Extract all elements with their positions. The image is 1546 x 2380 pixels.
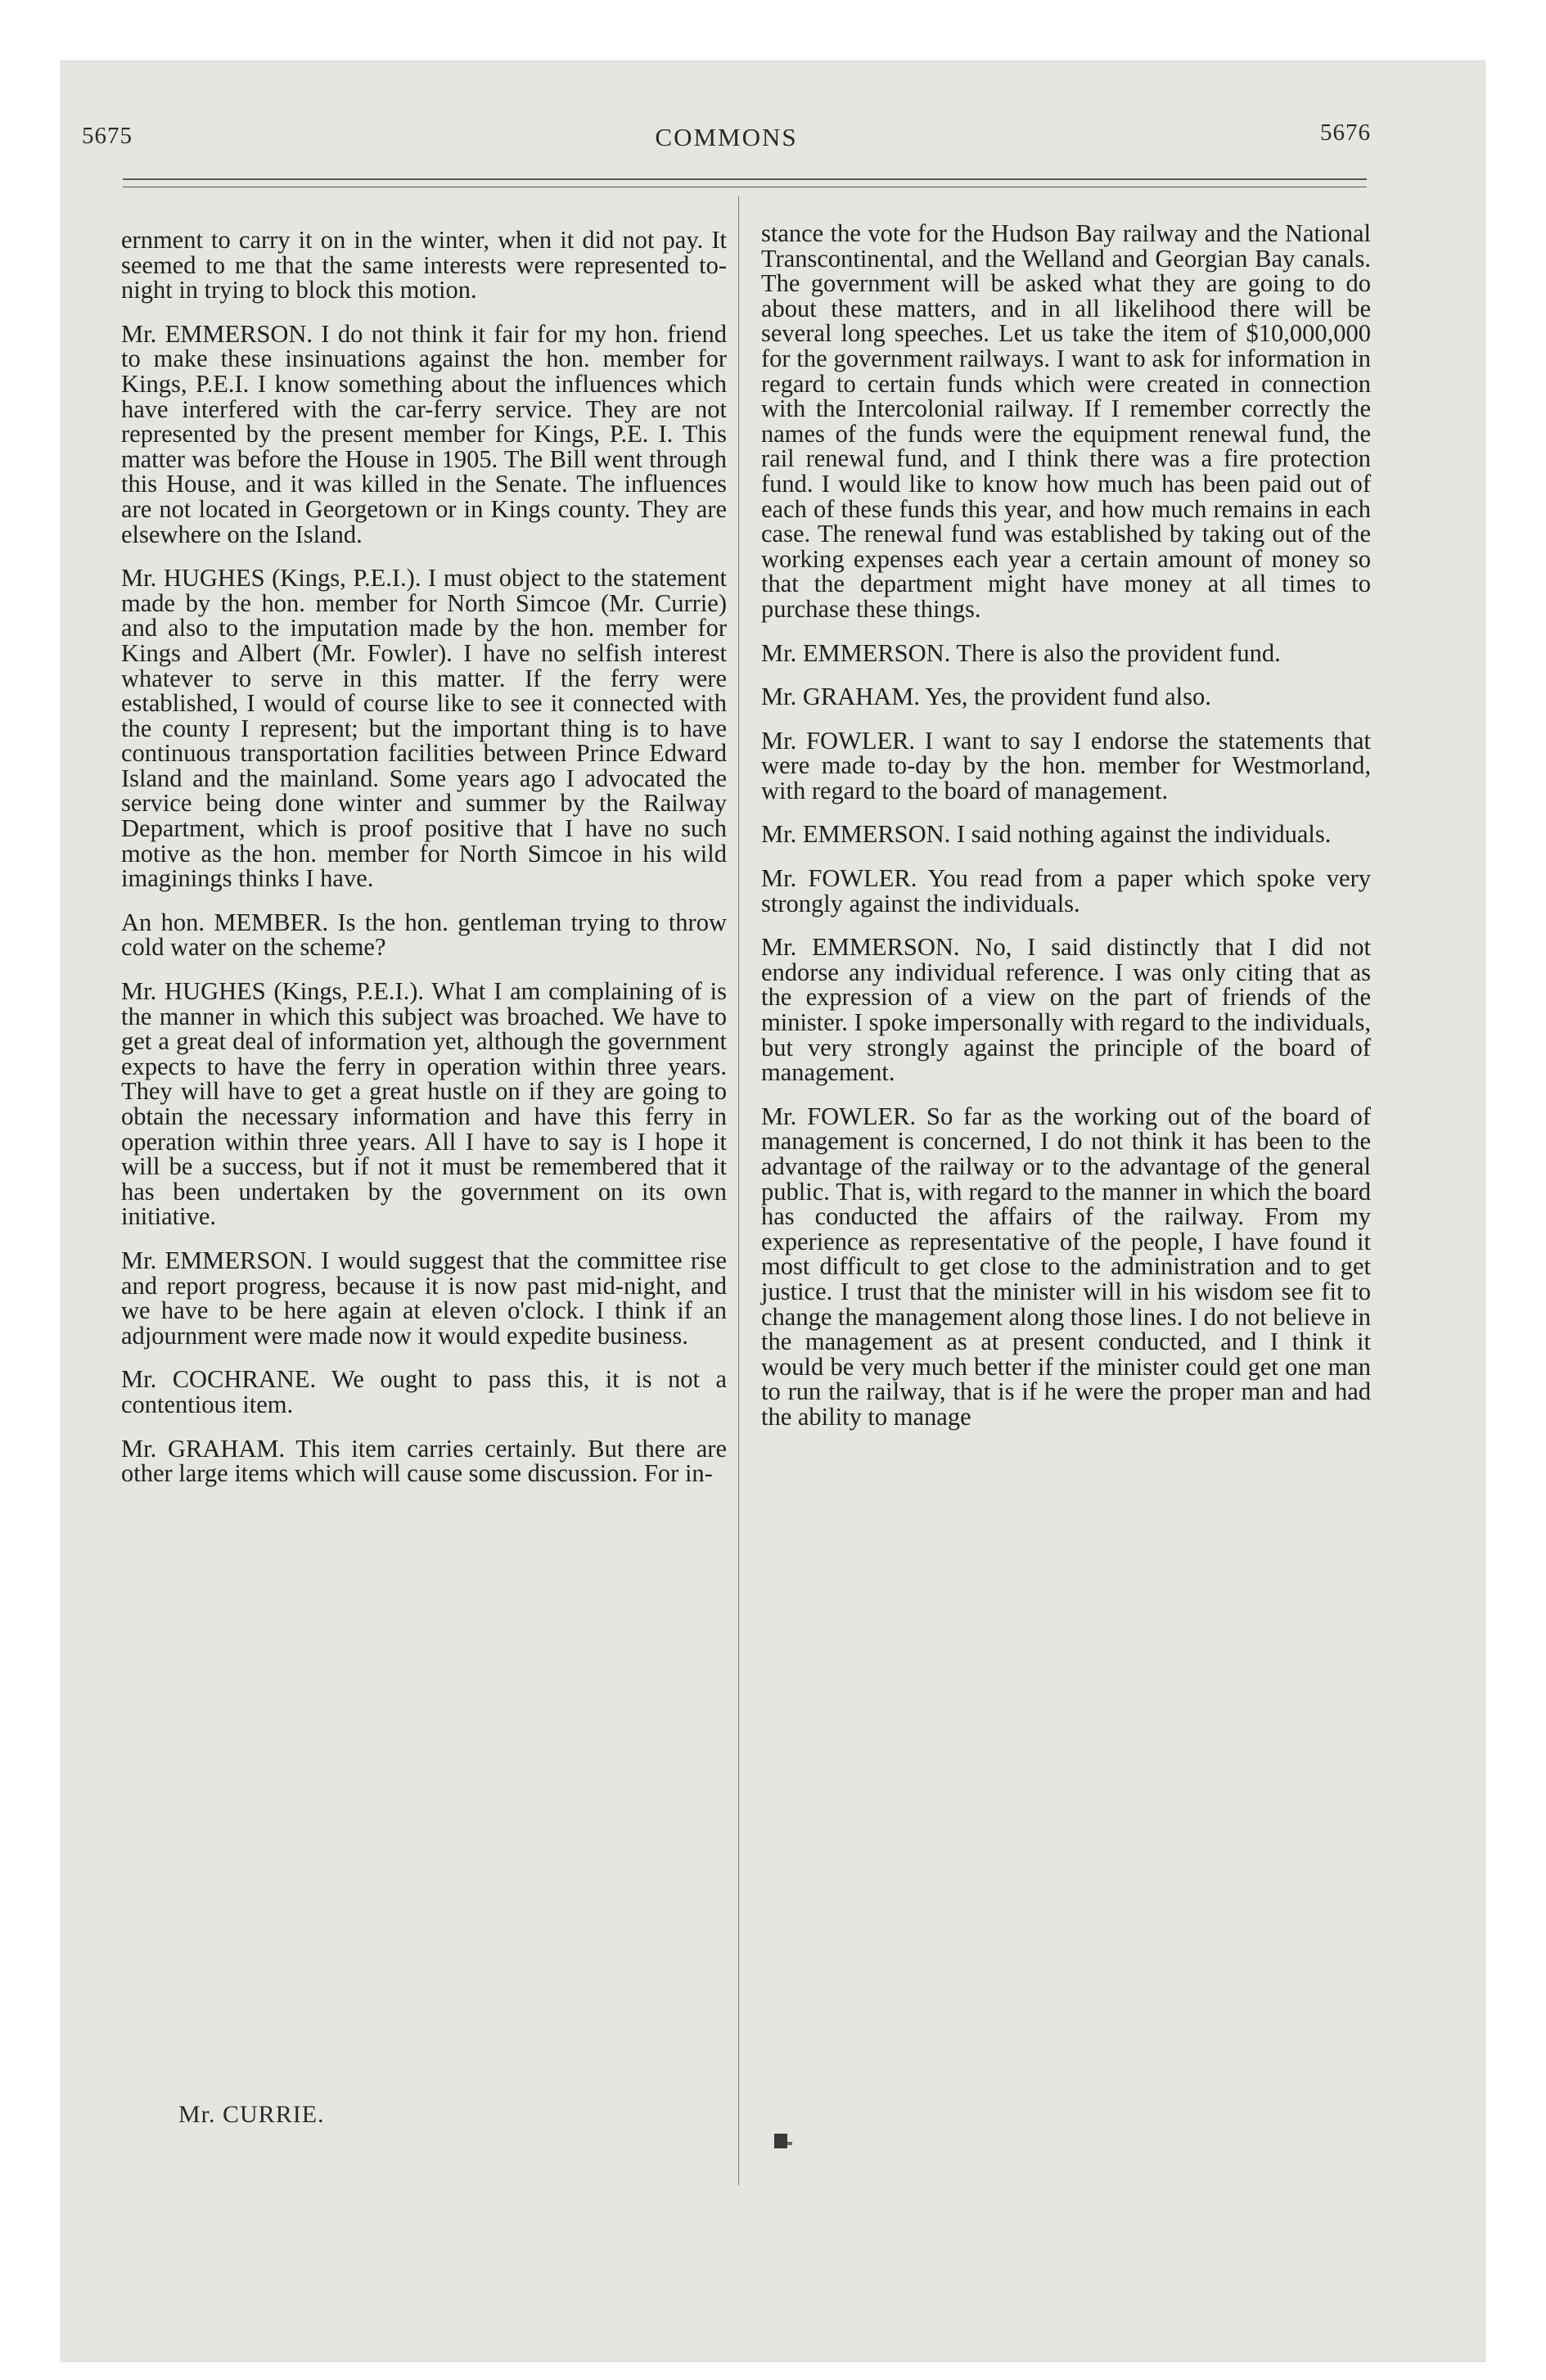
right-column bbox=[761, 221, 1371, 1449]
paragraph: stance the vote for the Hudson Bay railway and the National Transcontinental, and the Welland and Georgian Bay canals. The government will be asked what they are going to do about these matters, and in all likelihood there will be several long speeches. Let us take the item of $10,000,000 for the government railways. I want to ask for information in regard to certain funds which were created in connection with the Intercolonial railway. If I remember correctly the names of the funds were the equipment renewal fund, the rail renewal fund, and I think there was a fire protection fund. I would like to know how much has been paid out of each of these funds this year, and how much remains in each case. The renewal fund was established by taking out of the working expenses each year a certain amount of money so that the department might have money at all times to purchase these things. bbox=[761, 219, 1371, 623]
paragraph: Mr. FOWLER. You read from a paper which spoke very strongly against the individuals. bbox=[761, 864, 1371, 917]
paragraph: Mr. FOWLER. So far as the working out of the board of management is concerned, I do not think it has been to the advantage of the railway or to the advantage of the general public. That is, with regard to the manner in which the board has conducted the affairs of the railway. From my experience as representative of the people, I have found it most difficult to get close to the administration and to get justice. I trust that the minister will in his wisdom see fit to change the management along those lines. I do not believe in the management as at present conducted, and I think it would be very much better if the minister could get one man to run the railway, that is if he were the proper man and had the ability to manage bbox=[761, 1102, 1371, 1431]
header-rule bbox=[123, 178, 1367, 180]
footer-speaker-name: Mr. CURRIE. bbox=[178, 2101, 325, 2128]
paragraph: Mr. COCHRANE. We ought to pass this, it is not a contentious item. bbox=[121, 1365, 727, 1418]
paragraph: An hon. MEMBER. Is the hon. gentleman trying to throw cold water on the scheme? bbox=[121, 908, 727, 962]
page-number-right: 5676 bbox=[1320, 119, 1371, 146]
paragraph: Mr. EMMERSON. I would suggest that the committee rise and report progress, because it is now past mid-night, and we have to be here again at eleven o'clock. I think if an adjournment were made now it would expedite business. bbox=[121, 1246, 727, 1350]
paragraph: Mr. GRAHAM. This item carries certainly. But there are other large items which will cause some discussion. For in- bbox=[121, 1434, 727, 1488]
paragraph: Mr. EMMERSON. I said nothing against the individuals. bbox=[761, 820, 1332, 849]
paragraph: Mr. EMMERSON. No, I said distinctly that I did not endorse any individual reference. I was only citing that as the expression of a view on the part of friends of the minister. I spoke impersonally with regard to the individuals, but very strongly against the principle of the board of management. bbox=[761, 933, 1371, 1087]
page-title: COMMONS bbox=[655, 123, 798, 151]
paragraph: Mr. HUGHES (Kings, P.E.I.). What I am complaining of is the manner in which this subject was broached. We have to get a great deal of information yet, although the government expects to have the ferry in operation within three years. They will have to get a great hustle on if they are going to obtain the necessary information and have this ferry in operation within three years. All I have to say is I hope it will be a success, but if not it must be remembered that it has been undertaken by the government on its own initiative. bbox=[121, 977, 727, 1231]
page-number-left: 5675 bbox=[82, 123, 133, 149]
page-header bbox=[82, 119, 1371, 164]
paragraph: Mr. EMMERSON. There is also the provident fund. bbox=[761, 638, 1281, 667]
column-divider bbox=[738, 196, 739, 2185]
paragraph: ernment to carry it on in the winter, when it did not pay. It seemed to me that the same interests were represented to-night in trying to block this motion. bbox=[121, 226, 727, 304]
paragraph: Mr. FOWLER. I want to say I endorse the statements that were made to-day by the hon. member for Westmorland, with regard to the board of management. bbox=[761, 726, 1371, 805]
paragraph: Mr. EMMERSON. I do not think it fair for my hon. friend to make these insinuations against the hon. member for Kings, P.E.I. I know something about the influences which have interfered with the car-ferry service. They are not represented by the present member for Kings, P.E. I. This matter was before the House in 1905. The Bill went through this House, and it was killed in the Senate. The influences are not located in Georgetown or in Kings county. They are elsewhere on the Island. bbox=[121, 319, 727, 548]
left-column bbox=[121, 228, 727, 1505]
paragraph: Mr. HUGHES (Kings, P.E.I.). I must object to the statement made by the hon. member for North Simcoe (Mr. Currie) and also to the imputation made by the hon. member for Kings and Albert (Mr. Fowler). I have no selfish interest whatever to serve in this matter. If the ferry were established, I would of course like to see it connected with the county I represent; but the important thing is to have continuous transportation facilities between Prince Edward Island and the mainland. Some years ago I advocated the service being done winter and summer by the Railway Department, which is proof positive that I have no such motive as the hon. member for North Simcoe in his wild imaginings thinks I have. bbox=[121, 564, 727, 893]
printer-mark-icon bbox=[773, 2130, 794, 2152]
paragraph: Mr. GRAHAM. Yes, the provident fund also. bbox=[761, 683, 1211, 711]
